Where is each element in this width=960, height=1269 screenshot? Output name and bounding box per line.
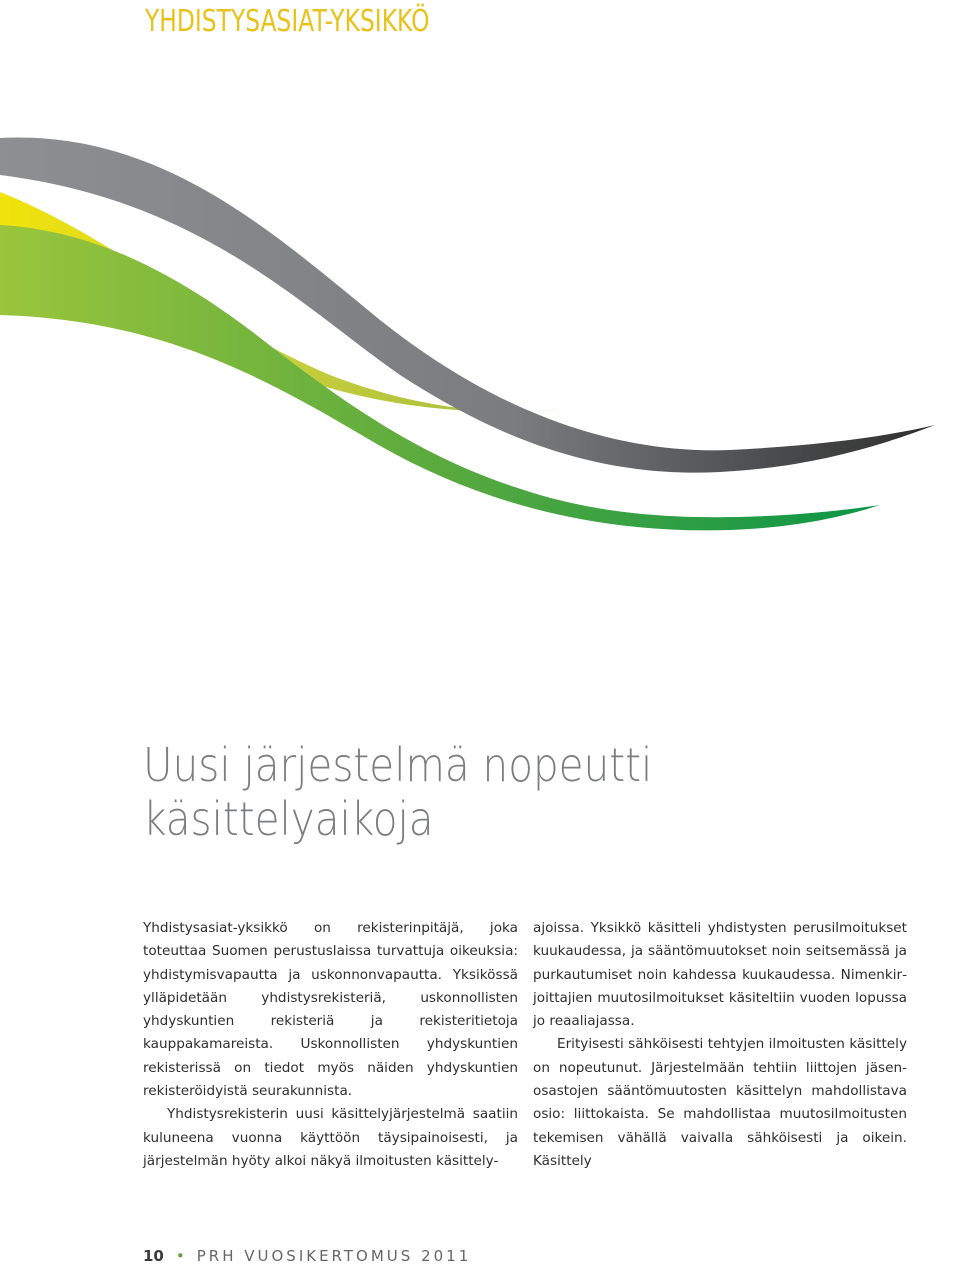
page-number: 10 [143,1247,164,1265]
page-footer [143,1247,471,1265]
section-title: YHDISTYSASIAT-YKSIKKÖ [145,4,430,39]
decorative-waves [0,120,960,540]
right-paragraph-2: Erityisesti sähköisesti tehtyjen ilmoitusten käsittely on nopeutunut. Järjestelmään tehtiin liittojen jäsenosastojen sääntömuutosten käsittelyn mahdollistava osio: liittokaista. Se mahdollistaa muutosilmoitusten tekemisen vähällä vaivalla sähköisesti ja oikein. Käsittely [533,1036,907,1169]
left-paragraph-2: Yhdistysrekisterin uusi käsittelyjärjestelmä saatiin kuluneena vuonna käyttöön täysipainoisesti, ja järjestelmän hyöty alkoi näkyä ilmoitusten käsittely- [143,1106,518,1169]
left-paragraph-1: Yhdistysasiat-yksikkö on rekisterinpitäjä, joka toteuttaa Suomen perustuslaissa turvattuja oikeuksia: yhdistymisvapautta ja uskonnonvapautta. Yksikössä ylläpidetään yhdistysrekisteriä, uskonnollisten yhdyskuntien rekisteriä ja rekisteritietoja kauppakamareista. Uskonnollisten yhdyskuntien rekisterissä on tiedot myös näiden yhdyskuntien rekisteröidyistä seurakunnista. [143,920,518,1100]
right-paragraph-1: ajoissa. Yksikkö käsitteli yhdistysten perusilmoitukset kuukaudessa, ja sääntömuutokset noin seitsemässä ja purkautumiset noin kahdessa kuukaudessa. Nimenkirjoittajien muutosilmoitukset käsiteltiin vuoden lopussa jo reaaliajassa. [533,920,907,1030]
publication-name: PRH VUOSIKERTOMUS 2011 [196,1247,472,1265]
left-column [143,917,518,1173]
headline-line-2: käsittelyaikoja [143,792,434,846]
footer-separator: • [175,1247,185,1265]
right-column [533,917,907,1173]
headline-line-1: Uusi järjestelmä nopeutti [143,738,653,792]
article-headline [143,738,652,846]
